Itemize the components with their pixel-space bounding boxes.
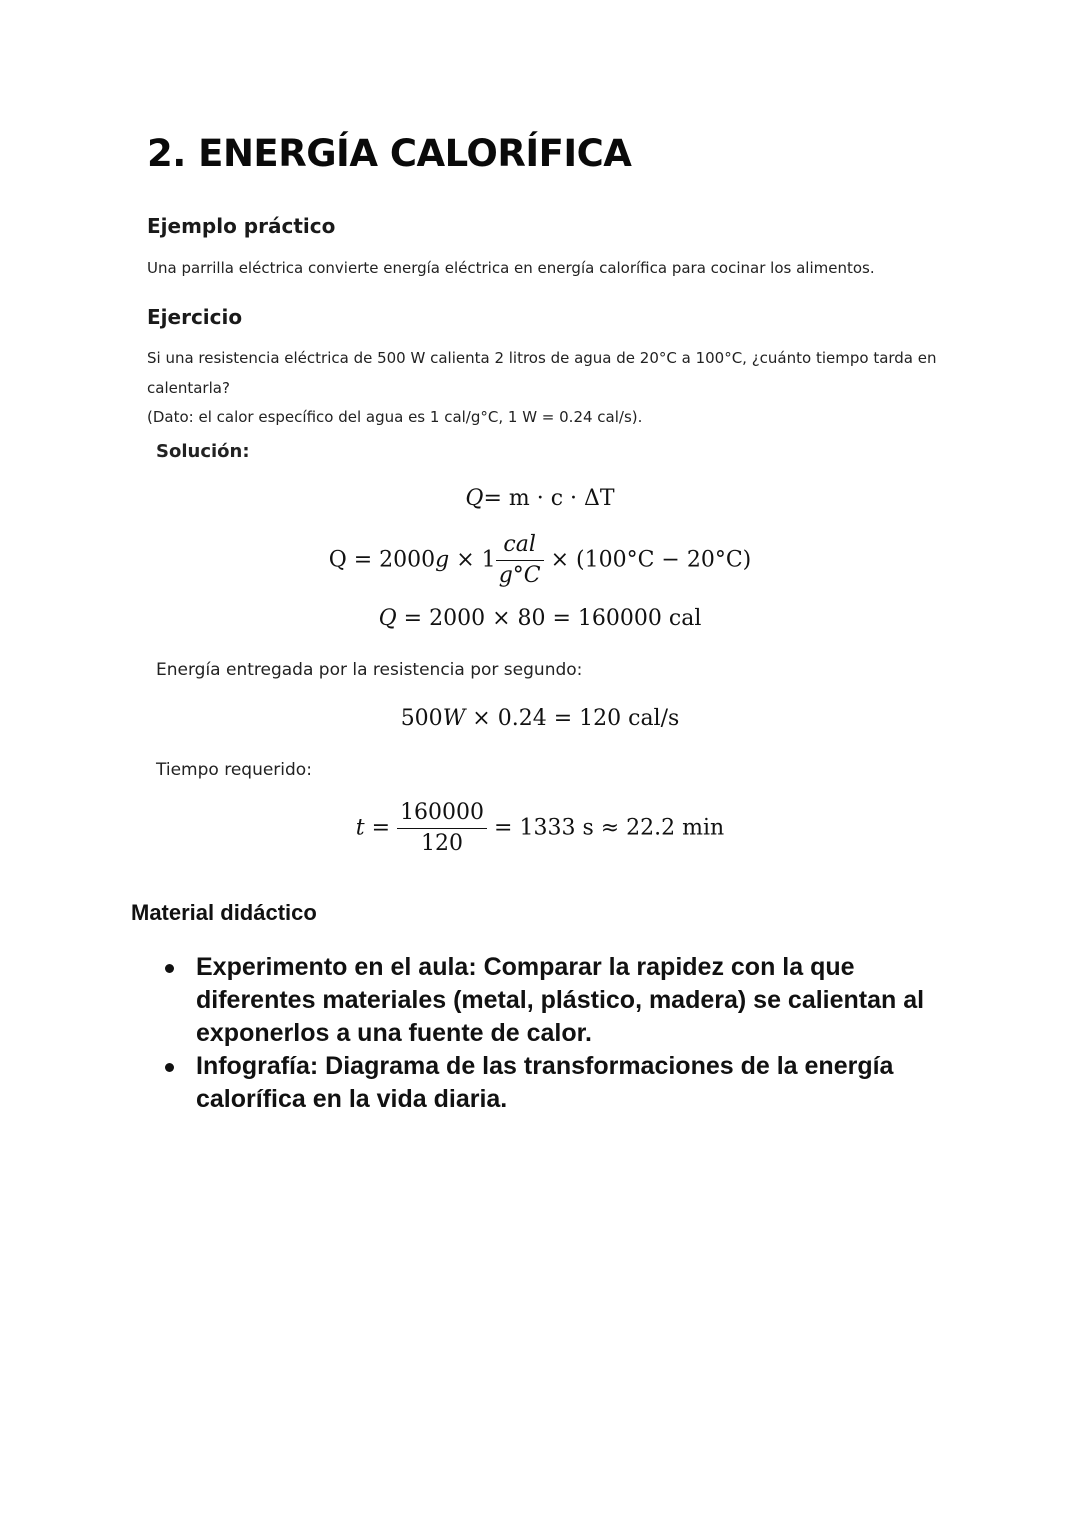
list-item bbox=[163, 1050, 963, 1116]
list-item bbox=[163, 951, 963, 1050]
ejemplo-heading: Ejemplo práctico bbox=[147, 214, 336, 238]
ejercicio-line-1: Si una resistencia eléctrica de 500 W calienta 2 litros de agua de 20°C a 100°C, ¿cuánto tiempo tarda en bbox=[147, 349, 937, 367]
eq5-fraction bbox=[397, 798, 487, 859]
energia-label: Energía entregada por la resistencia por segundo: bbox=[156, 660, 583, 680]
eq4-a: 500 bbox=[400, 706, 443, 731]
equation-substitution bbox=[0, 530, 1080, 591]
list-item-text: Infografía: Diagrama de las transformaciones de la energía calorífica en la vida diaria. bbox=[196, 1052, 894, 1113]
material-heading: Material didáctico bbox=[131, 900, 317, 925]
eq2-g: g bbox=[435, 547, 450, 573]
eq2-times: × 1 bbox=[449, 547, 496, 573]
list-item-text: Experimento en el aula: Comparar la rapidez con la que diferentes materiales (metal, plástico, madera) se calientan al exponerlos a una fuente de calor. bbox=[196, 953, 925, 1047]
ejercicio-dato: (Dato: el calor específico del agua es 1 cal/g°C, 1 W = 0.24 cal/s). bbox=[147, 408, 643, 426]
eq4-w: W bbox=[442, 706, 466, 731]
equation-result-q bbox=[0, 606, 1080, 631]
eq2-fraction bbox=[496, 530, 544, 591]
solucion-label: Solución: bbox=[156, 441, 250, 462]
equation-time bbox=[0, 798, 1080, 859]
ejercicio-line-2: calentarla? bbox=[147, 379, 230, 397]
eq3-rhs: = 2000 × 80 = 160000 cal bbox=[396, 606, 702, 631]
equation-power bbox=[0, 706, 1080, 731]
eq5-lhs: t bbox=[355, 815, 365, 841]
eq3-lhs: Q bbox=[378, 606, 397, 631]
eq2-lhs: Q = 2000 bbox=[328, 547, 436, 573]
bullet-icon bbox=[165, 1063, 174, 1072]
tiempo-label: Tiempo requerido: bbox=[156, 760, 312, 780]
eq5-frac-num: 160000 bbox=[397, 798, 487, 829]
bullet-icon bbox=[165, 964, 174, 973]
eq5-eq: = bbox=[364, 815, 398, 841]
eq5-frac-den: 120 bbox=[421, 831, 464, 856]
eq1-rhs: = m · c · ΔT bbox=[483, 486, 615, 511]
ejemplo-text: Una parrilla eléctrica convierte energía eléctrica en energía calorífica para cocinar los alimentos. bbox=[147, 259, 875, 277]
eq2-frac-den: g°C bbox=[498, 563, 541, 588]
material-list bbox=[163, 951, 963, 1116]
eq5-rest: = 1333 s ≈ 22.2 min bbox=[487, 815, 725, 841]
eq2-frac-num: cal bbox=[496, 530, 544, 561]
page-title: 2. ENERGÍA CALORÍFICA bbox=[147, 132, 632, 175]
eq4-rest: × 0.24 = 120 cal/s bbox=[465, 706, 680, 731]
eq1-lhs: Q bbox=[465, 486, 484, 511]
equation-heat-formula bbox=[0, 486, 1080, 511]
ejercicio-heading: Ejercicio bbox=[147, 305, 243, 329]
eq2-rest: × (100°C − 20°C) bbox=[543, 547, 752, 573]
